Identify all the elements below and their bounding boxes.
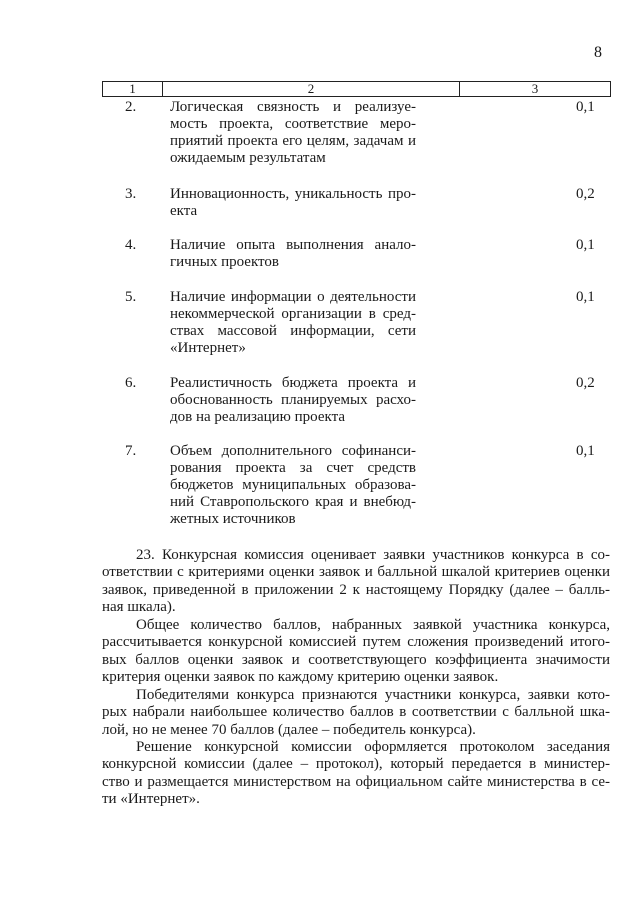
paragraph-line: заявок, приведенной в приложении 2 к настоящему Порядку (далее – балль- [102,581,610,598]
criteria-line: Инновационность, уникальность про- [170,186,416,202]
criteria-line: мость проекта, соответствие меро- [170,116,416,132]
criteria-line: гичных проектов [170,254,279,270]
criteria-line: дов на реализацию проекта [170,409,345,425]
criteria-description [170,375,416,426]
criteria-line: «Интернет» [170,340,246,356]
paragraph-line: рых набрали наибольшее количество баллов в соответствии с балльной шка- [102,704,610,721]
criteria-line: обоснованность планируемых расхо- [170,392,416,408]
paragraph-line: 23. Конкурсная комиссия оценивает заявки участников конкурса в со- [136,547,610,563]
paragraph [102,739,610,809]
paragraph-line: Общее количество баллов, набранных заявкой участника конкурса, [136,617,610,633]
criteria-line: бюджетов муниципальных образова- [170,477,416,493]
criteria-weight: 0,1 [576,99,595,115]
paragraph-line: ответствии с критериями оценки заявок и балльной шкалой критериев оценки [102,564,610,581]
paragraph-line: лой, но не менее 70 баллов (далее – победитель конкурса). [102,721,476,738]
paragraph-line: вых баллов оценки заявок и соответствующего коэффициента значимости [102,651,610,668]
paragraph-line: Решение конкурсной комиссии оформляется протоколом заседания [136,739,610,755]
paragraph-line: Победителями конкурса признаются участники конкурса, заявки кото- [136,687,610,703]
criteria-line: Реалистичность бюджета проекта и [170,375,416,391]
paragraph-line: ти «Интернет». [102,791,200,808]
paragraph [102,547,610,617]
criteria-line: ний Ставропольского края и внебюд- [170,494,416,510]
paragraph-line: ная шкала). [102,599,176,616]
criteria-line: екта [170,203,198,219]
criteria-number: 5. [125,289,137,305]
criteria-line: Наличие информации о деятельности [170,289,416,305]
criteria-table-header [102,81,611,97]
page-number: 8 [594,44,602,61]
column-header-3: 3 [460,82,611,97]
criteria-weight: 0,1 [576,237,595,253]
paragraph [102,617,610,687]
criteria-line: ствах массовой информации, сети [170,323,416,339]
criteria-line: Логическая связность и реализуе- [170,99,416,115]
criteria-description [170,443,416,528]
criteria-weight: 0,1 [576,289,595,305]
criteria-number: 4. [125,237,137,253]
criteria-line: рования проекта за счет средств [170,460,416,476]
criteria-weight: 0,1 [576,443,595,459]
criteria-number: 2. [125,99,137,115]
criteria-number: 3. [125,186,137,202]
criteria-weight: 0,2 [576,186,595,202]
criteria-line: жетных источников [170,511,296,527]
criteria-line: ожидаемым результатам [170,150,326,166]
paragraph-line: критерия оценки заявок по каждому критерию оценки заявок. [102,669,499,686]
paragraph-line: рассчитывается конкурсной комиссией путем сложения произведений итого- [102,634,610,651]
criteria-description [170,186,416,220]
column-header-2: 2 [163,82,460,97]
criteria-line: Объем дополнительного софинанси- [170,443,416,459]
paragraph-line: конкурсной комиссии (далее – протокол), который передается в министер- [102,756,610,773]
criteria-line: Наличие опыта выполнения анало- [170,237,416,253]
criteria-weight: 0,2 [576,375,595,391]
criteria-description [170,237,416,271]
criteria-number: 7. [125,443,137,459]
criteria-description [170,99,416,167]
paragraph-line: ство и размещается министерством на официальном сайте министерства в се- [102,773,610,790]
criteria-description [170,289,416,357]
paragraph [102,687,610,739]
criteria-line: некоммерческой организации в сред- [170,306,416,322]
column-header-1: 1 [103,82,163,97]
criteria-number: 6. [125,375,137,391]
criteria-line: приятий проекта его целям, задачам и [170,133,416,149]
